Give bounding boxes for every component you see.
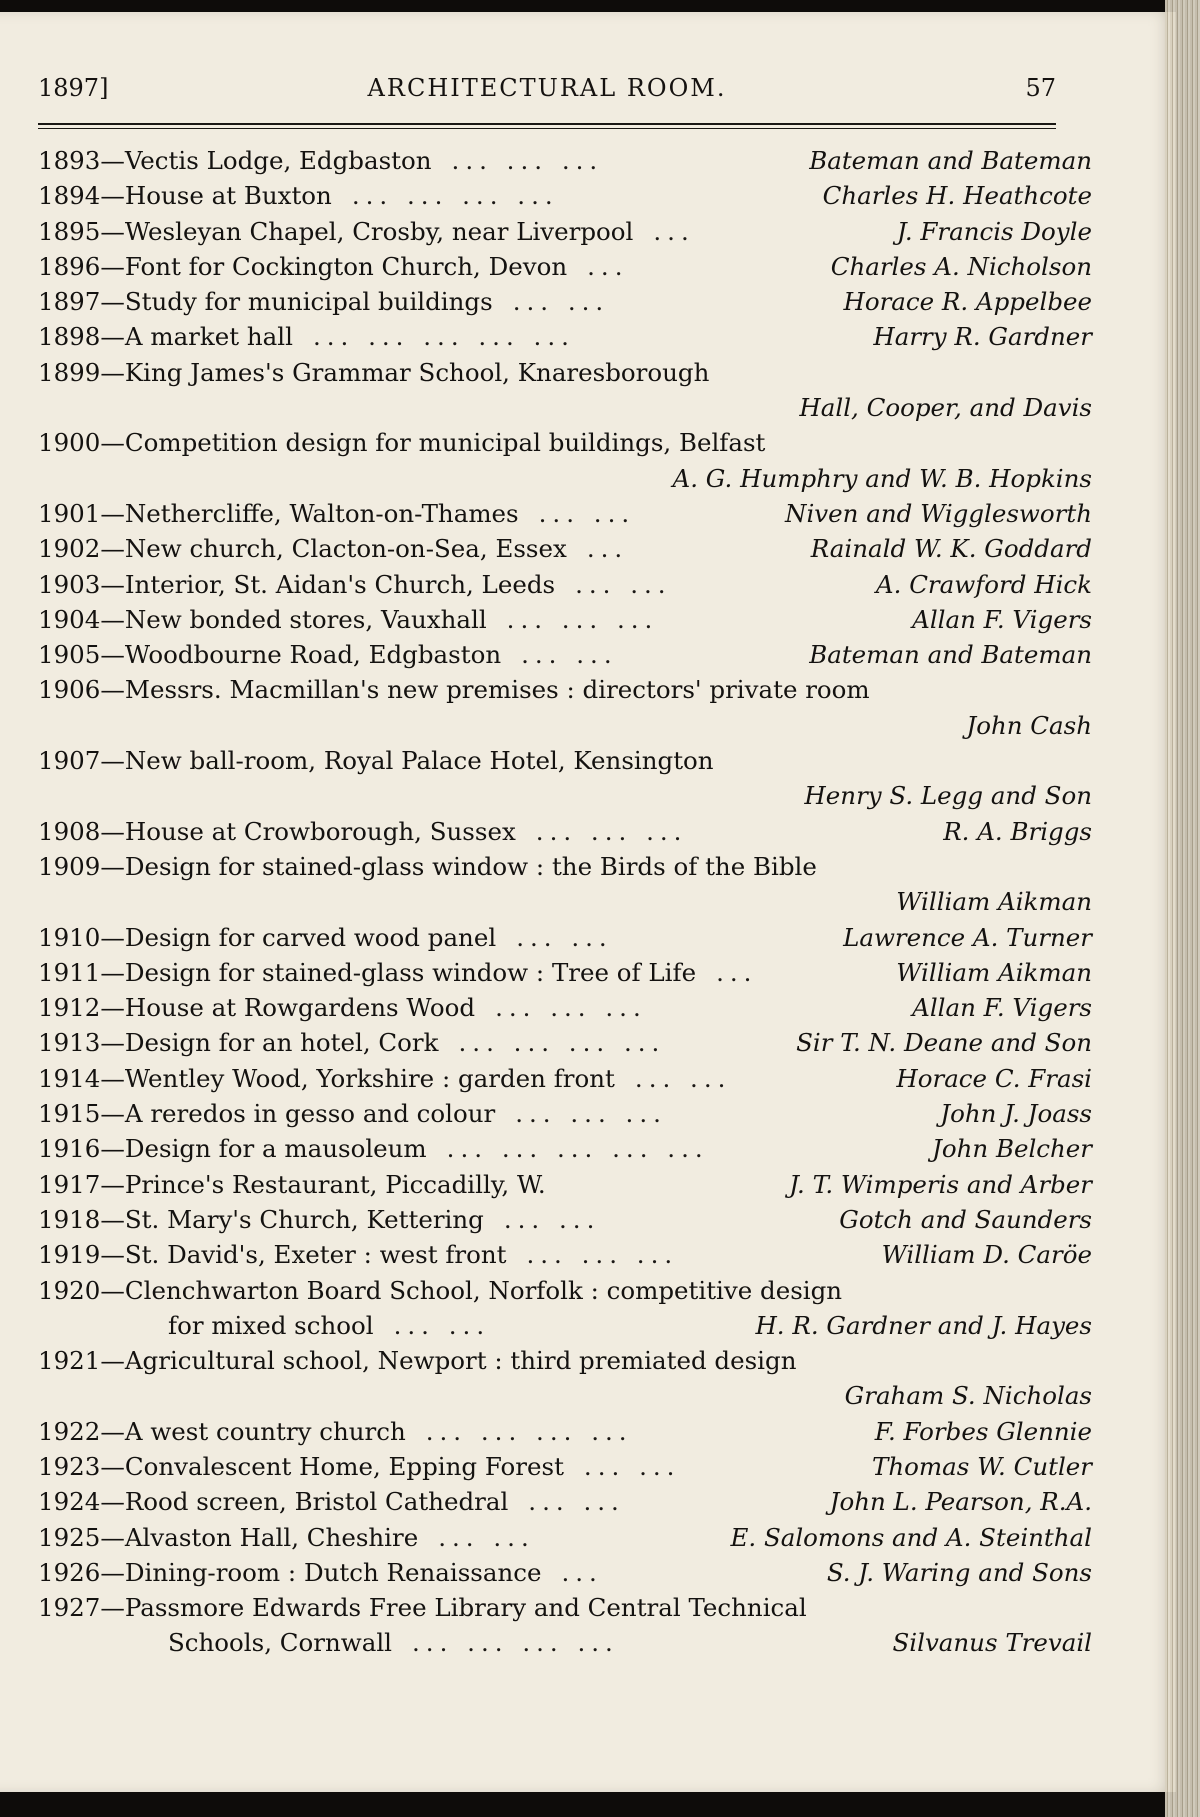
entry-line xyxy=(38,1590,1096,1625)
entry-year: 1894 xyxy=(38,181,101,211)
entry-year: 1914 xyxy=(38,1063,101,1093)
entry-line xyxy=(38,672,1096,707)
leader-dots: ... ... xyxy=(438,1522,535,1552)
entry-author: E. Salomons and A. Steinthal xyxy=(730,1522,1092,1552)
leader-dots: ... ... ... xyxy=(526,1240,679,1270)
entry-line xyxy=(38,425,1096,460)
entry-author: William Aikman xyxy=(896,887,1092,917)
entry-line xyxy=(38,249,1096,284)
entry-dash: — xyxy=(100,1416,125,1446)
leader-dots: ... ... ... ... xyxy=(425,1416,633,1446)
leader-dots: ... xyxy=(587,251,629,281)
entry-title: Messrs. Macmillan's new premises : directors' private room xyxy=(124,675,870,705)
entry-title: New church, Clacton-on-Sea, Essex xyxy=(124,534,567,564)
entry-author: Hall, Cooper, and Davis xyxy=(799,393,1092,423)
leader-dots: ... ... ... ... xyxy=(351,181,559,211)
entry-title: House at Crowborough, Sussex xyxy=(124,816,516,846)
entry-year: 1912 xyxy=(38,993,101,1023)
entry-year: 1916 xyxy=(38,1134,101,1164)
entry-title: Design for a mausoleum xyxy=(124,1134,427,1164)
entry-line xyxy=(38,355,1096,390)
entry-dash: — xyxy=(100,675,125,705)
entry-year: 1927 xyxy=(38,1593,101,1623)
entry-dash: — xyxy=(100,1451,125,1481)
entry-dash: — xyxy=(100,251,125,281)
entry-dash: — xyxy=(100,498,125,528)
entry-line xyxy=(38,1061,1096,1096)
leader-dots: ... ... xyxy=(521,640,618,670)
entry-year: 1917 xyxy=(38,1169,101,1199)
entry-line xyxy=(38,743,1096,778)
entry-year: 1911 xyxy=(38,957,101,987)
entry-author: Charles A. Nicholson xyxy=(830,251,1092,281)
entry-dash: — xyxy=(100,1346,125,1376)
entry-dash: — xyxy=(100,746,125,776)
entry-line-continued xyxy=(38,1308,1096,1343)
leader-dots: ... ... xyxy=(634,1063,732,1093)
entry-dash: — xyxy=(100,1169,125,1199)
entry-dash: — xyxy=(100,357,125,387)
entry-year: 1909 xyxy=(38,851,101,881)
entry-year: 1923 xyxy=(38,1451,101,1481)
entry-line xyxy=(38,567,1096,602)
entry-title: A reredos in gesso and colour xyxy=(124,1099,496,1129)
entry-line xyxy=(38,637,1096,672)
entry-year: 1893 xyxy=(38,146,101,175)
entry-year: 1913 xyxy=(38,1028,101,1058)
entry-author: Thomas W. Cutler xyxy=(872,1451,1092,1481)
entry-line xyxy=(38,531,1096,566)
entry-dash: — xyxy=(100,1275,125,1305)
leader-dots: ... ... xyxy=(512,287,610,317)
leader-dots: ... ... ... xyxy=(495,993,647,1023)
page-number: 57 xyxy=(1025,74,1056,102)
leader-dots: ... ... ... ... xyxy=(458,1028,666,1058)
entry-author: Bateman and Bateman xyxy=(809,640,1092,670)
entry-title: Convalescent Home, Epping Forest xyxy=(124,1451,564,1481)
entry-author: Rainald W. K. Goddard xyxy=(810,534,1092,564)
entry-year: 1900 xyxy=(38,428,101,458)
entry-dash: — xyxy=(100,1240,125,1270)
entry-author: A. Crawford Hick xyxy=(875,569,1092,599)
entry-year: 1924 xyxy=(38,1487,101,1517)
entry-line-continued xyxy=(38,884,1096,919)
entry-year: 1921 xyxy=(38,1346,101,1376)
entry-dash: — xyxy=(100,1593,125,1623)
entry-title: Agricultural school, Newport : third premiated design xyxy=(124,1346,797,1376)
entry-line xyxy=(38,920,1096,955)
entry-year: 1905 xyxy=(38,640,101,670)
entry-line xyxy=(38,955,1096,990)
entry-title: Woodbourne Road, Edgbaston xyxy=(124,640,502,670)
entry-author: Graham S. Nicholas xyxy=(844,1381,1092,1411)
entry-year: 1919 xyxy=(38,1240,101,1270)
entry-dash: — xyxy=(100,216,125,246)
entry-author: Horace C. Frasi xyxy=(896,1063,1092,1093)
entry-dash: — xyxy=(100,1134,125,1164)
entry-author: S. J. Waring and Sons xyxy=(826,1557,1092,1587)
page-edge xyxy=(1165,0,1200,1817)
entry-author: Harry R. Gardner xyxy=(873,322,1092,352)
entry-title: Design for stained-glass window : the Birds of the Bible xyxy=(124,851,817,881)
entry-line xyxy=(38,1273,1096,1308)
entry-line xyxy=(38,849,1096,884)
entry-year: 1901 xyxy=(38,498,101,528)
entry-line xyxy=(38,1025,1096,1060)
entry-title: Wentley Wood, Yorkshire : garden front xyxy=(124,1063,615,1093)
entry-dash: — xyxy=(100,1099,125,1129)
entry-author: William Aikman xyxy=(896,957,1092,987)
entry-line xyxy=(38,284,1096,319)
entry-line xyxy=(38,143,1096,178)
entry-year: 1899 xyxy=(38,357,101,387)
catalogue-entries xyxy=(0,143,1176,1661)
entry-dash: — xyxy=(100,287,125,317)
leader-dots: ... ... ... xyxy=(506,604,659,634)
header-rule-thin xyxy=(38,128,1056,129)
entry-line xyxy=(38,1484,1096,1519)
entry-line xyxy=(38,496,1096,531)
entry-title: Design for carved wood panel xyxy=(124,922,497,952)
entry-year: 1910 xyxy=(38,922,101,952)
leader-dots: ... xyxy=(653,216,695,246)
entry-dash: — xyxy=(100,146,125,175)
entry-dash: — xyxy=(100,957,125,987)
entry-author: Sir T. N. Deane and Son xyxy=(796,1028,1092,1058)
entry-dash: — xyxy=(100,1063,125,1093)
entry-line xyxy=(38,814,1096,849)
entry-title: Nethercliffe, Walton-on-Thames xyxy=(124,498,519,528)
entry-title: New bonded stores, Vauxhall xyxy=(124,604,487,634)
entry-dash: — xyxy=(100,1028,125,1058)
entry-title: King James's Grammar School, Knaresborough xyxy=(124,357,710,387)
entry-year: 1896 xyxy=(38,251,101,281)
entry-year: 1925 xyxy=(38,1522,101,1552)
entry-year: 1906 xyxy=(38,675,101,705)
leader-dots: ... ... xyxy=(583,1451,681,1481)
entry-title: A market hall xyxy=(124,322,293,352)
leader-dots: ... ... xyxy=(503,1204,601,1234)
entry-year: 1898 xyxy=(38,322,101,352)
entry-line xyxy=(38,319,1096,354)
entry-author: Allan F. Vigers xyxy=(912,604,1092,634)
entry-line xyxy=(38,1202,1096,1237)
entry-author: H. R. Gardner and J. Hayes xyxy=(755,1310,1092,1340)
entry-line xyxy=(38,1520,1096,1555)
entry-author: R. A. Briggs xyxy=(943,816,1092,846)
entry-author: J. Francis Doyle xyxy=(896,216,1092,246)
entry-title: Rood screen, Bristol Cathedral xyxy=(124,1487,509,1517)
entry-year: 1895 xyxy=(38,216,101,246)
entry-dash: — xyxy=(100,1557,125,1587)
entry-author: F. Forbes Glennie xyxy=(874,1416,1092,1446)
entry-line xyxy=(38,1343,1096,1378)
entry-dash: — xyxy=(100,993,125,1023)
entry-author: Allan F. Vigers xyxy=(912,993,1092,1023)
header-year: 1897] xyxy=(38,74,109,102)
entry-title: House at Buxton xyxy=(124,181,332,211)
entry-year: 1918 xyxy=(38,1204,101,1234)
leader-dots: ... ... xyxy=(516,922,613,952)
entry-title: Design for stained-glass window : Tree of Life xyxy=(124,957,697,987)
running-header xyxy=(38,74,1056,114)
entry-dash: — xyxy=(100,1487,125,1517)
entry-author: John J. Joass xyxy=(940,1099,1092,1129)
entry-year: 1920 xyxy=(38,1275,101,1305)
entry-line xyxy=(38,1237,1096,1272)
entry-dash: — xyxy=(100,922,125,952)
leader-dots: ... ... xyxy=(575,569,672,599)
entry-line xyxy=(38,1096,1096,1131)
entry-title: Design for an hotel, Cork xyxy=(124,1028,439,1058)
leader-dots: ... ... xyxy=(538,498,636,528)
entry-line xyxy=(38,990,1096,1025)
entry-author: John Belcher xyxy=(932,1134,1092,1164)
entry-title: Dining-room : Dutch Renaissance xyxy=(124,1557,542,1587)
entry-line xyxy=(38,602,1096,637)
entry-author: Charles H. Heathcote xyxy=(822,181,1092,211)
leader-dots: ... ... xyxy=(528,1487,625,1517)
entry-author: Silvanus Trevail xyxy=(892,1628,1092,1658)
entry-author: Horace R. Appelbee xyxy=(843,287,1092,317)
entry-title: A west country church xyxy=(124,1416,406,1446)
entry-title: Vectis Lodge, Edgbaston xyxy=(124,146,432,175)
entry-title: Alvaston Hall, Cheshire xyxy=(124,1522,419,1552)
entry-year: 1915 xyxy=(38,1099,101,1129)
entry-line-continued xyxy=(38,390,1096,425)
entry-line xyxy=(38,1449,1096,1484)
entry-title: Interior, St. Aidan's Church, Leeds xyxy=(124,569,556,599)
entry-author: J. T. Wimperis and Arber xyxy=(789,1169,1092,1199)
entry-year: 1926 xyxy=(38,1557,101,1587)
entry-year: 1902 xyxy=(38,534,101,564)
header-rule-thick xyxy=(38,123,1056,125)
entry-dash: — xyxy=(100,816,125,846)
leader-dots: ... xyxy=(716,957,758,987)
entry-dash: — xyxy=(100,640,125,670)
entry-author: Lawrence A. Turner xyxy=(843,922,1092,952)
entry-title: St. David's, Exeter : west front xyxy=(124,1240,507,1270)
entry-dash: — xyxy=(100,1204,125,1234)
entry-year: 1903 xyxy=(38,569,101,599)
entry-title: Prince's Restaurant, Piccadilly, W. xyxy=(124,1169,546,1199)
entry-line xyxy=(38,1555,1096,1590)
leader-dots: ... ... ... ... xyxy=(412,1628,619,1658)
entry-line-continued xyxy=(38,1378,1096,1413)
entry-dash: — xyxy=(100,851,125,881)
entry-author: Gotch and Saunders xyxy=(839,1204,1092,1234)
entry-line xyxy=(38,1167,1096,1202)
entry-line xyxy=(38,178,1096,213)
leader-dots: ... ... ... xyxy=(515,1099,667,1129)
entry-line-continued xyxy=(38,708,1096,743)
entry-year: 1897 xyxy=(38,287,101,317)
entry-dash: — xyxy=(100,428,125,458)
entry-line xyxy=(38,1131,1096,1166)
entry-title: Clenchwarton Board School, Norfolk : competitive design xyxy=(124,1275,843,1305)
entry-author: John Cash xyxy=(966,710,1092,740)
entry-title: St. Mary's Church, Kettering xyxy=(124,1204,484,1234)
entry-title: Competition design for municipal buildings, Belfast xyxy=(124,428,766,458)
entry-author: Henry S. Legg and Son xyxy=(804,781,1092,811)
leader-dots: ... xyxy=(561,1557,603,1587)
entry-line-continued xyxy=(38,778,1096,813)
entry-title: New ball-room, Royal Palace Hotel, Kensington xyxy=(124,746,714,776)
entry-dash: — xyxy=(100,322,125,352)
entry-year: 1908 xyxy=(38,816,101,846)
entry-author: John L. Pearson, R.A. xyxy=(829,1487,1092,1517)
entry-title: House at Rowgardens Wood xyxy=(124,993,476,1023)
entry-line xyxy=(38,214,1096,249)
entry-continuation: for mixed school xyxy=(168,1310,374,1340)
entry-dash: — xyxy=(100,181,125,211)
entry-dash: — xyxy=(100,569,125,599)
header-title: ARCHITECTURAL ROOM. xyxy=(367,74,727,102)
entry-year: 1907 xyxy=(38,746,101,776)
entry-line-continued xyxy=(38,461,1096,496)
entry-author: William D. Caröe xyxy=(881,1240,1092,1270)
entry-dash: — xyxy=(100,534,125,564)
entry-year: 1904 xyxy=(38,604,101,634)
leader-dots: ... ... ... ... ... xyxy=(312,322,575,352)
entry-author: Bateman and Bateman xyxy=(809,146,1092,175)
entry-author: A. G. Humphry and W. B. Hopkins xyxy=(672,463,1092,493)
leader-dots: ... ... xyxy=(393,1310,491,1340)
entry-title: Font for Cockington Church, Devon xyxy=(124,251,568,281)
entry-line xyxy=(38,1414,1096,1449)
entry-author: Niven and Wigglesworth xyxy=(785,498,1092,528)
entry-title: Passmore Edwards Free Library and Central Technical xyxy=(124,1593,807,1623)
book-page xyxy=(0,12,1176,1792)
leader-dots: ... ... ... xyxy=(535,816,688,846)
entry-year: 1922 xyxy=(38,1416,101,1446)
entry-line-continued xyxy=(38,1625,1096,1660)
entry-title: Study for municipal buildings xyxy=(124,287,493,317)
entry-dash: — xyxy=(100,1522,125,1552)
leader-dots: ... ... ... ... ... xyxy=(446,1134,709,1164)
entry-continuation: Schools, Cornwall xyxy=(168,1628,393,1658)
leader-dots: ... xyxy=(586,534,629,564)
leader-dots: ... ... ... xyxy=(451,146,604,175)
entry-dash: — xyxy=(100,604,125,634)
entry-title: Wesleyan Chapel, Crosby, near Liverpool xyxy=(124,216,634,246)
